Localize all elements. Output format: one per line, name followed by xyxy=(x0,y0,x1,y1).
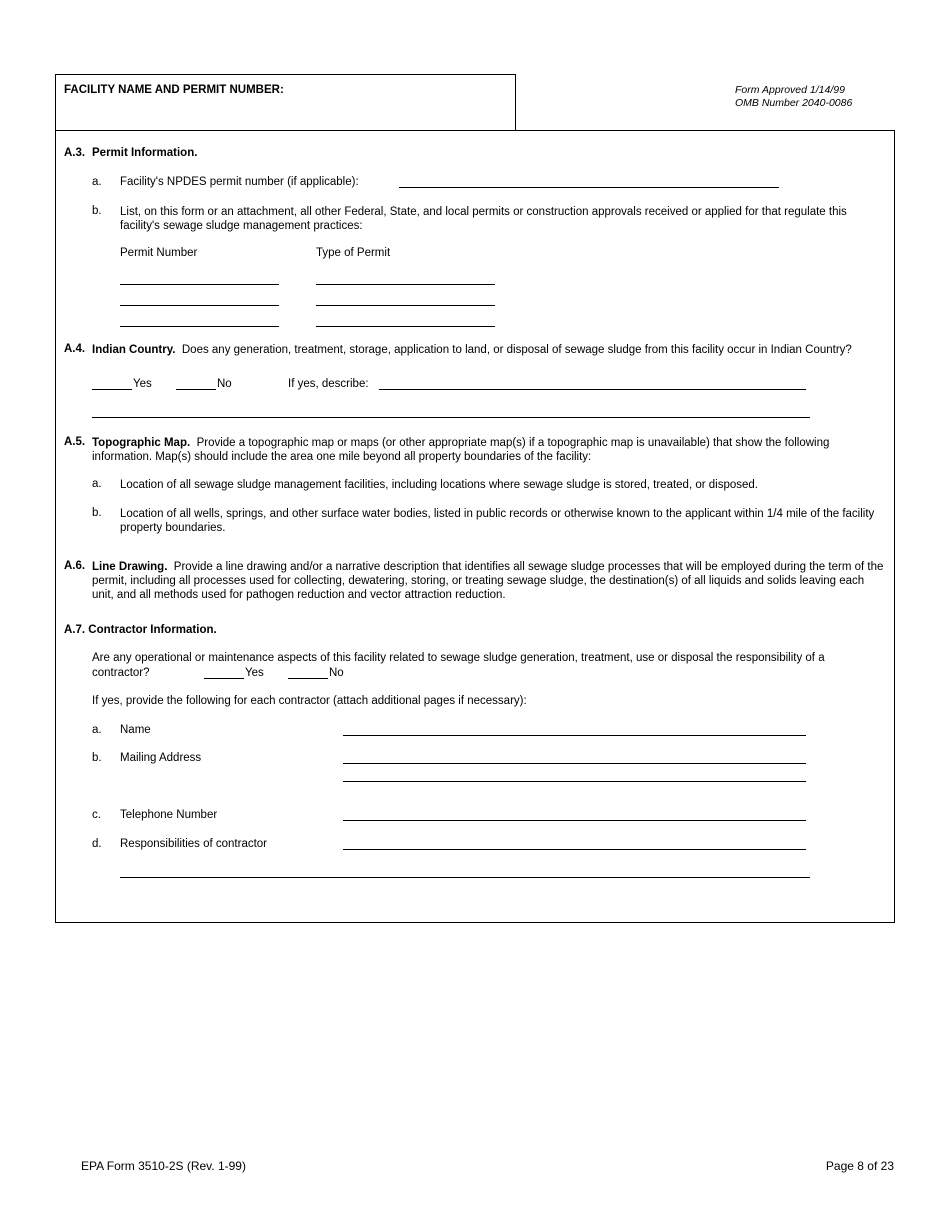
a5-a-text: Location of all sewage sludge management facilities, including locations where sewage sludge is stored, treated, or disposed. xyxy=(120,479,758,491)
a3-npdes-label: Facility's NPDES permit number (if applicable): xyxy=(120,176,359,188)
a5-number: A.5. xyxy=(64,436,86,448)
permit-type-field-2[interactable] xyxy=(316,305,495,306)
a4-no-blank[interactable] xyxy=(176,389,216,390)
a7-question-line2: contractor? xyxy=(92,667,150,679)
a6-text-block xyxy=(92,560,887,602)
a7-question-line1: Are any operational or maintenance aspects of this facility related to sewage sludge generation, treatment, use or disposal the responsibility of a xyxy=(92,652,825,664)
facility-name-label: FACILITY NAME AND PERMIT NUMBER: xyxy=(64,84,284,96)
a7-no-blank[interactable] xyxy=(288,678,328,679)
a7-c-marker: c. xyxy=(92,809,101,821)
a4-question-block xyxy=(92,343,882,357)
form-approved-date: Form Approved 1/14/99 xyxy=(735,84,845,96)
omb-number: OMB Number 2040-0086 xyxy=(735,97,853,109)
a4-title: Indian Country. xyxy=(92,344,176,356)
a5-b-text: Location of all wells, springs, and other surface water bodies, listed in public records or otherwise known to the applicant within 1/4 mile of the facility property boundaries. xyxy=(120,508,875,534)
permit-number-field-1[interactable] xyxy=(120,284,279,285)
a3-title: Permit Information. xyxy=(92,147,198,159)
permit-type-field-3[interactable] xyxy=(316,326,495,327)
a7-if-yes-instructions: If yes, provide the following for each contractor (attach additional pages if necessary): xyxy=(92,695,527,707)
a7-title: A.7. Contractor Information. xyxy=(64,624,217,636)
responsibilities-field-1[interactable] xyxy=(343,849,806,850)
a7-a-marker: a. xyxy=(92,724,102,736)
npdes-permit-number-field[interactable] xyxy=(399,187,779,188)
a7-d-marker: d. xyxy=(92,838,102,850)
responsibilities-label: Responsibilities of contractor xyxy=(120,838,268,850)
page-prefix: Page xyxy=(825,1159,858,1173)
page-current: 8 xyxy=(857,1159,864,1173)
a5-a-marker: a. xyxy=(92,478,102,490)
page-number xyxy=(826,1159,894,1173)
permit-number-field-2[interactable] xyxy=(120,305,279,306)
a3-b-marker: b. xyxy=(92,205,102,217)
telephone-number-label: Telephone Number xyxy=(120,809,218,821)
a4-no-label: No xyxy=(217,378,232,390)
a5-text: Provide a topographic map or maps (or other appropriate map(s) if a topographic map is unavailable) that show the following information. Map(s) should include the area one mile beyond all property boundaries of the facility: xyxy=(92,437,830,463)
permit-type-field-1[interactable] xyxy=(316,284,495,285)
telephone-number-field[interactable] xyxy=(343,820,806,821)
a7-yes-label: Yes xyxy=(245,667,264,679)
page-total: of 23 xyxy=(863,1159,894,1173)
mailing-address-field-2[interactable] xyxy=(343,781,806,782)
a6-title: Line Drawing. xyxy=(92,561,168,573)
facility-header-box xyxy=(55,74,516,130)
contractor-name-label: Name xyxy=(120,724,151,736)
a5-text-block xyxy=(92,436,882,464)
epa-form-id: EPA Form 3510-2S (Rev. 1-99) xyxy=(81,1159,246,1173)
a7-no-label: No xyxy=(329,667,344,679)
a4-yes-blank[interactable] xyxy=(92,389,132,390)
a5-title: Topographic Map. xyxy=(92,437,191,449)
contractor-name-field[interactable] xyxy=(343,735,806,736)
a5-b-marker: b. xyxy=(92,507,102,519)
a4-question: Does any generation, treatment, storage, application to land, or disposal of sewage sludge from this facility occur in Indian Country? xyxy=(181,344,852,356)
a3-number: A.3. xyxy=(64,147,86,159)
type-of-permit-column-header: Type of Permit xyxy=(316,247,391,259)
a4-number: A.4. xyxy=(64,343,86,355)
responsibilities-field-2[interactable] xyxy=(120,877,810,878)
mailing-address-label: Mailing Address xyxy=(120,752,202,764)
permit-number-field-3[interactable] xyxy=(120,326,279,327)
a7-yes-blank[interactable] xyxy=(204,678,244,679)
a6-text: Provide a line drawing and/or a narrative description that identifies all sewage sludge processes that will be employed during the term of the permit, including all processes used for collecting, dewatering, storing, or treating sewage sludge, the destination(s) of all liquids and solids leaving each unit, and all methods used for pathogen reduction and vector attraction reduction. xyxy=(92,561,884,601)
a7-b-marker: b. xyxy=(92,752,102,764)
a6-number: A.6. xyxy=(64,560,86,572)
a4-describe-field-2[interactable] xyxy=(92,417,810,418)
a3-b-text: List, on this form or an attachment, all other Federal, State, and local permits or construction approvals received or applied for that regulate this facility's sewage sludge management practices: xyxy=(120,206,847,232)
mailing-address-field-1[interactable] xyxy=(343,763,806,764)
a4-describe-label: If yes, describe: xyxy=(288,378,369,390)
permit-number-column-header: Permit Number xyxy=(120,247,198,259)
a4-describe-field[interactable] xyxy=(379,389,806,390)
a3-a-marker: a. xyxy=(92,176,102,188)
a4-yes-label: Yes xyxy=(133,378,152,390)
